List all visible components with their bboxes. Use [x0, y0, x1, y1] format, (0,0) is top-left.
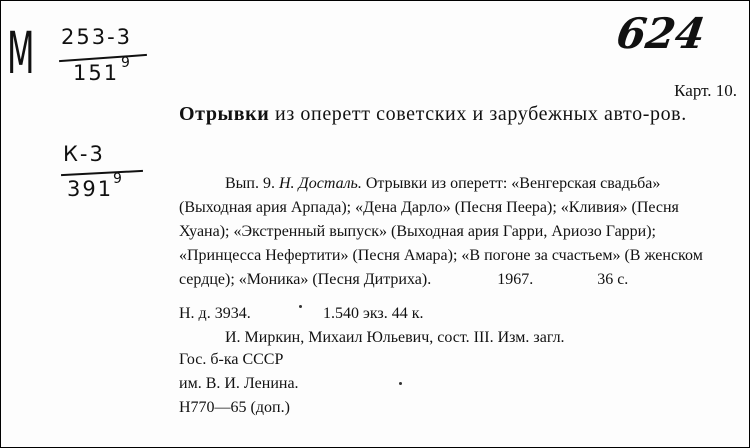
handwritten-code2-top: К-3 — [63, 142, 105, 166]
price-line: Н. д. 3934. — [179, 305, 251, 322]
handwritten-code1-top: 253-3 — [61, 25, 133, 49]
handwritten-letter: М — [7, 19, 35, 87]
title-bold: Отрывки — [179, 103, 270, 125]
catalog-code: Н770—65 (доп.) — [179, 399, 290, 416]
handwritten-code2-sup: 9 — [113, 171, 122, 187]
handwritten-code2-bottom: 391 — [67, 177, 114, 201]
compiler-line: И. Миркин, Михаил Юльевич, сост. III. Изм. загл. — [225, 329, 565, 346]
handwritten-code1-sup: 9 — [121, 55, 130, 71]
entry-description — [179, 172, 721, 292]
library-line-1: Гос. б-ка СССР — [179, 351, 284, 368]
library-line-2: им. В. И. Ленина. — [179, 375, 299, 392]
publication-year: 1967. — [497, 271, 534, 288]
card-label: Карт. 10. — [674, 81, 737, 100]
title-rest: из оперетт советских и зарубежных авто-ров. — [269, 103, 687, 125]
description-text: Отрывки из оперетт: «Венгерская свадьба» (Выходная ария Арпада); «Дена Дарло» (Песня Пеера); «Кливия» (Песня Хуана); «Экстренный выпуск» (Выходная ария Гарри, Ариозо Гарри); «Принцесса Нефертити» (Песня Амара); «В погоне за счастьем» (В женском сердце); «Моника» (Песня Дитриха). — [179, 175, 703, 288]
speck — [399, 382, 402, 385]
handwritten-divider-2 — [61, 170, 143, 176]
handwritten-code1-bottom: 151 — [73, 61, 120, 85]
edition-line: 1.540 экз. 44 к. — [323, 305, 424, 322]
issue-number: Вып. 9. — [225, 175, 275, 192]
speck — [299, 305, 302, 308]
author-name: Н. Досталь. — [278, 175, 362, 192]
handwritten-card-number: 624 — [613, 9, 709, 58]
entry-title — [179, 102, 735, 126]
page-count: 36 с. — [597, 271, 629, 288]
